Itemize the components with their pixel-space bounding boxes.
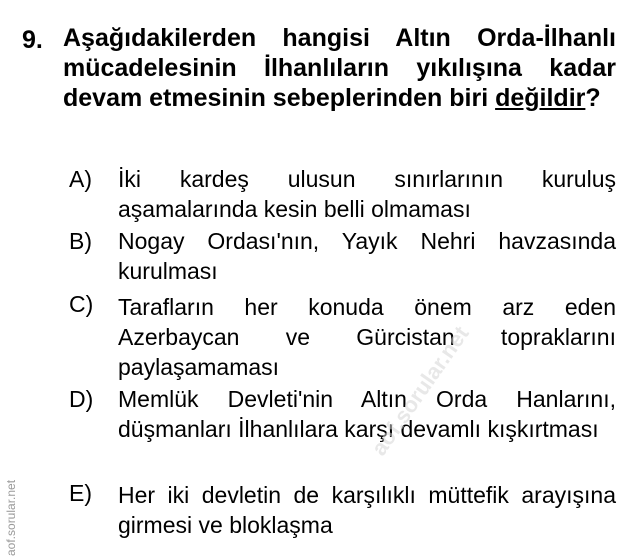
- option-e-text[interactable]: Her iki devletin de karşılıklı müttefik arayışına girmesi ve bloklaşma: [118, 482, 616, 538]
- option-d-letter[interactable]: D): [69, 386, 94, 412]
- option-b-text[interactable]: Nogay Ordası'nın, Yayık Nehri havzasında kurulması: [118, 228, 616, 284]
- question-mark: ?: [585, 84, 601, 112]
- question-negation: değildir: [495, 84, 586, 112]
- question-number: 9.: [22, 26, 43, 54]
- option-b-letter[interactable]: B): [69, 228, 92, 254]
- option-c-text[interactable]: Tarafların her konuda önem arz eden Azerbaycan ve Gürcistan topraklarını paylaşamaması: [118, 294, 616, 380]
- question-text-main: Aşağıdakilerden hangisi Altın Orda-İlhanlı mücadelesinin İlhanlıların yıkılışına kadar devam etmesinin sebeplerinden biri: [63, 24, 616, 112]
- option-a-text[interactable]: İki kardeş ulusun sınırlarının kuruluş aşamalarında kesin belli olmaması: [118, 166, 616, 222]
- option-c-letter[interactable]: C): [69, 291, 94, 317]
- center-watermark: aof.sorular.net: [366, 321, 474, 460]
- side-watermark: aof.sorular.net: [4, 479, 18, 556]
- option-d-text[interactable]: Memlük Devleti'nin Altın Orda Hanlarını, düşmanları İlhanlılara karşı devamlı kışkırtması: [118, 386, 616, 442]
- option-e-letter[interactable]: E): [69, 480, 92, 506]
- option-a-letter[interactable]: A): [69, 166, 92, 192]
